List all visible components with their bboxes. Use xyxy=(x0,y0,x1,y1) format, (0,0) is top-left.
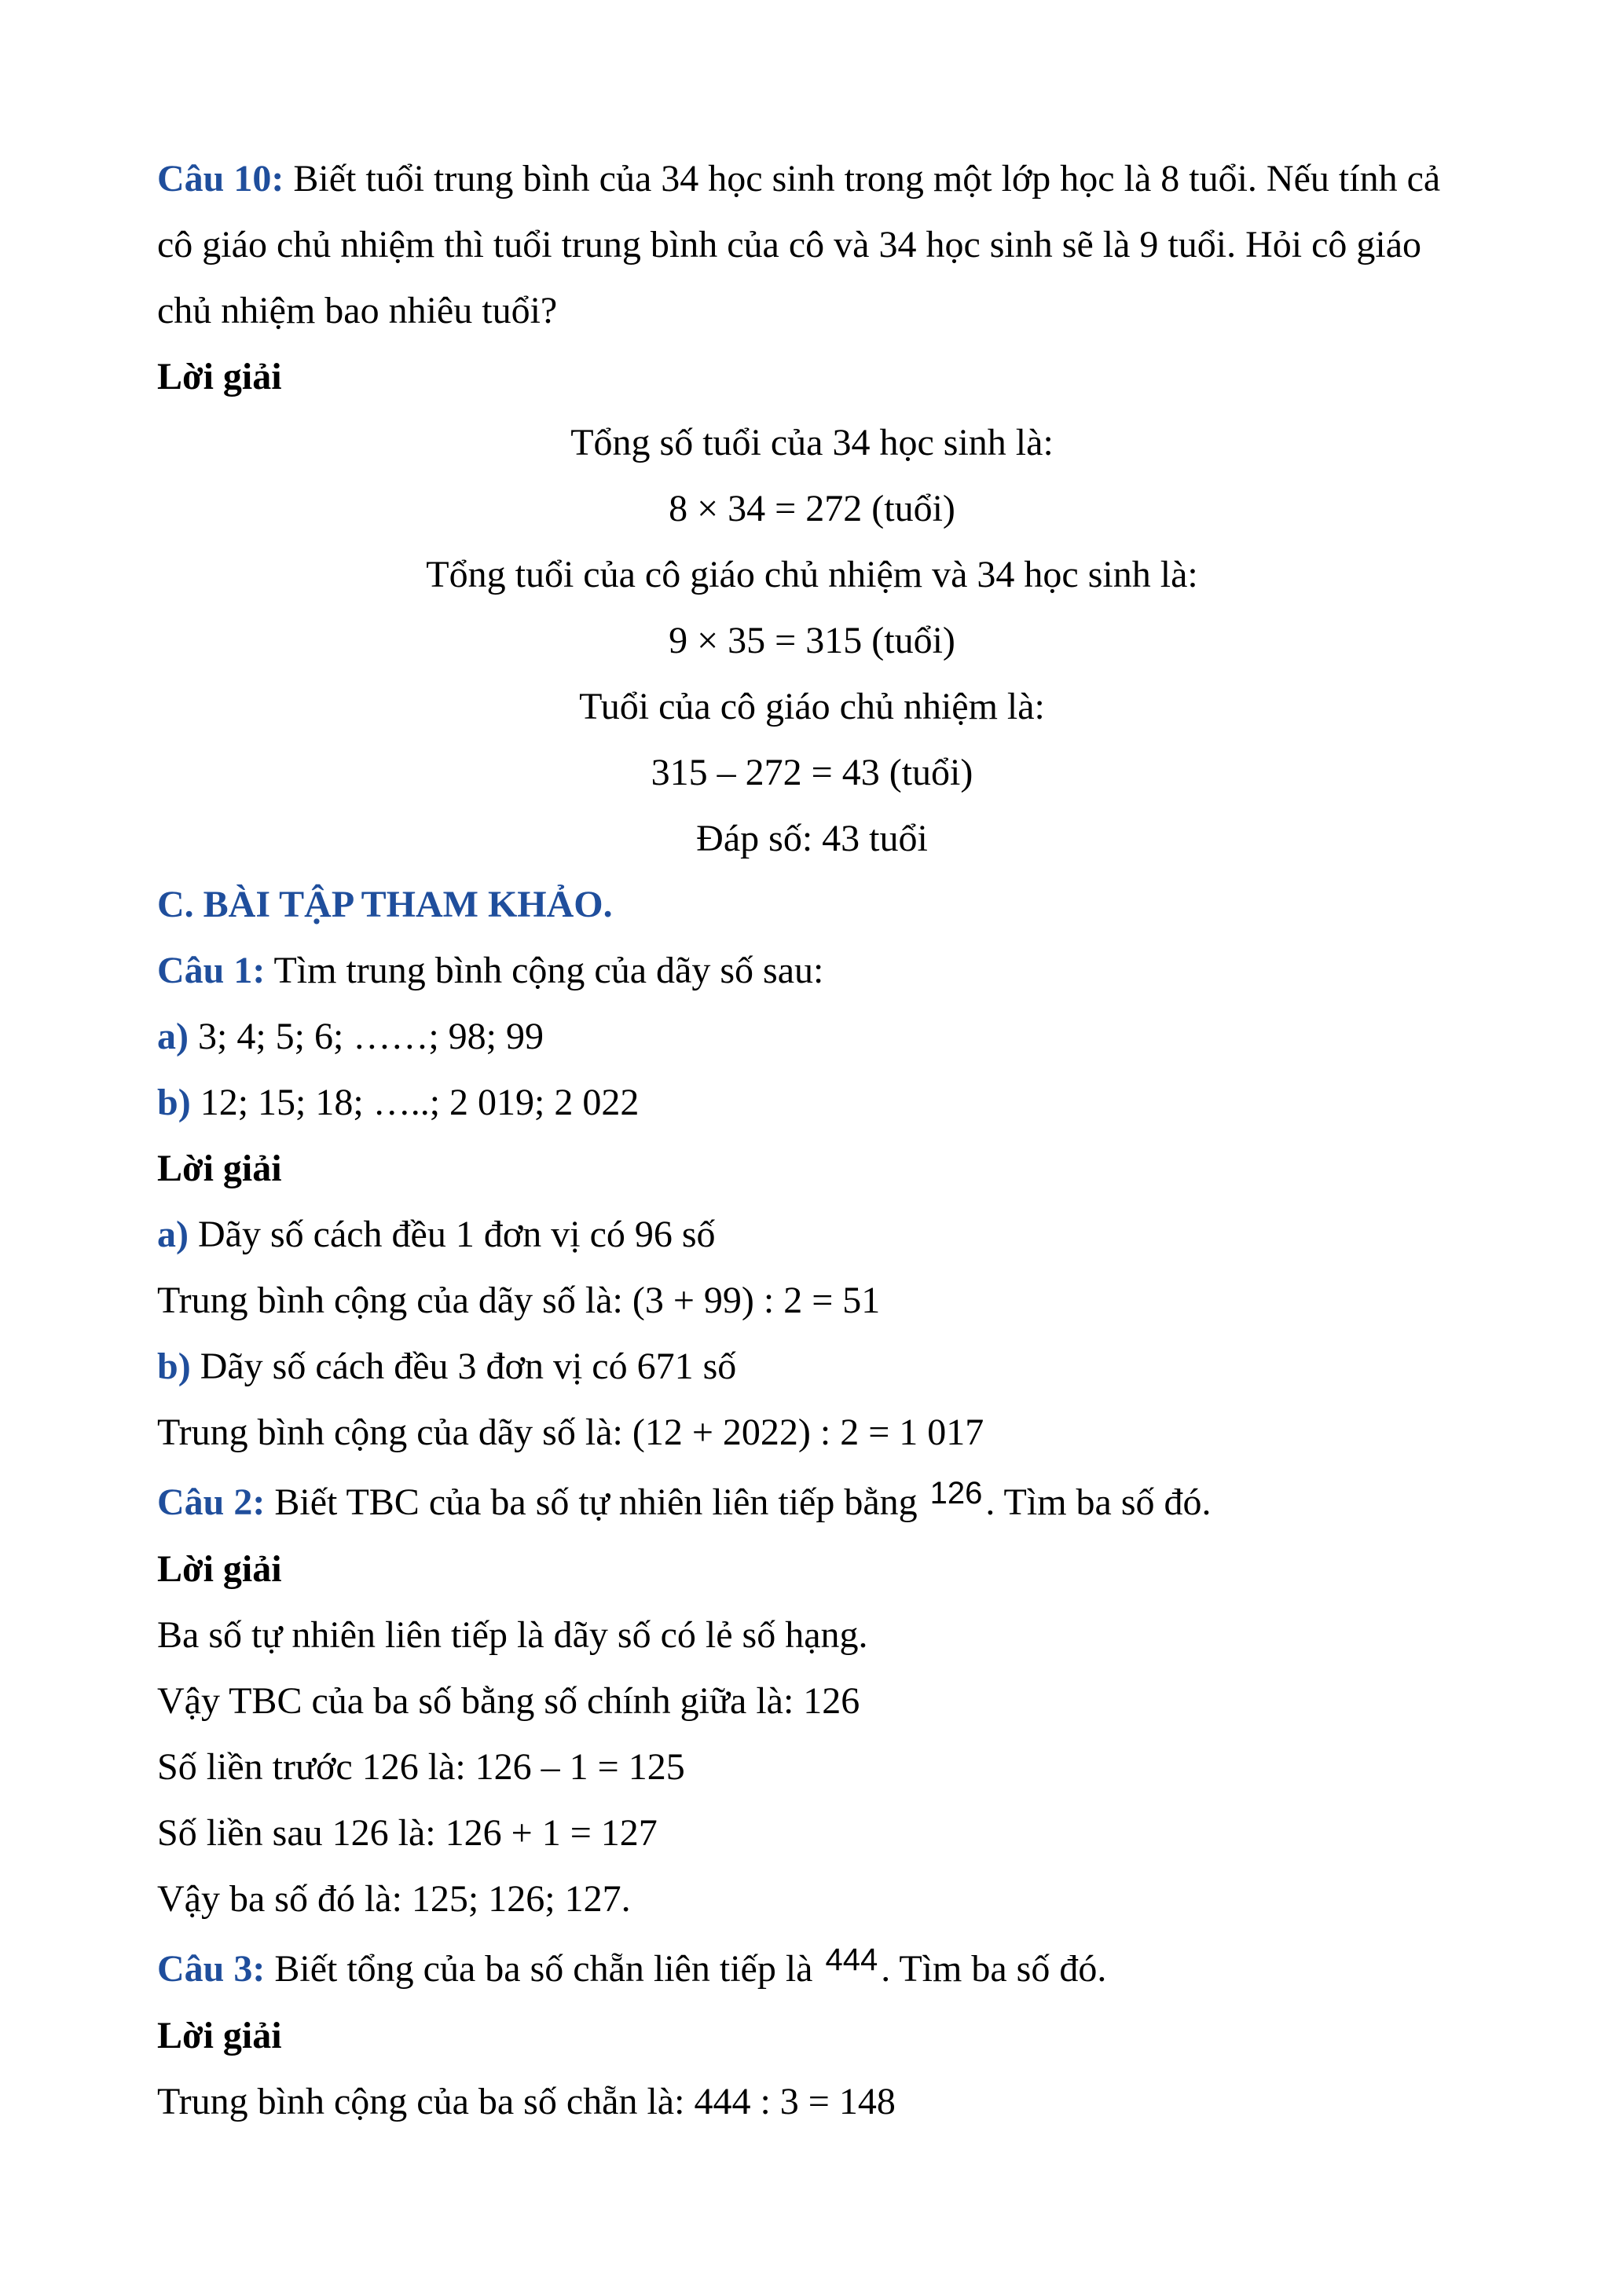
section-c-heading: C. BÀI TẬP THAM KHẢO. xyxy=(157,884,613,925)
q1-question xyxy=(157,949,823,993)
q10-step: Tổng tuổi của cô giáo chủ nhiệm và 34 học sinh là: xyxy=(426,554,1198,595)
q3-value: 444 xyxy=(825,1943,878,1977)
q1-part-a xyxy=(157,1015,544,1059)
q1-part-a-label: a) xyxy=(157,1016,189,1057)
q1-solution-b xyxy=(157,1345,736,1389)
q1-solution-a-result: Trung bình cộng của dãy số là: (3 + 99) : 2 = 51 xyxy=(157,1280,881,1321)
q10-step: 9 × 35 = 315 (tuổi) xyxy=(669,620,955,661)
q1-solution-label: Lời giải xyxy=(157,1148,282,1189)
q10-line-3: chủ nhiệm bao nhiêu tuổi? xyxy=(157,290,558,331)
q2-text-before: Biết TBC của ba số tự nhiên liên tiếp bằng xyxy=(265,1481,927,1523)
q2-solution-line: Vậy ba số đó là: 125; 126; 127. xyxy=(157,1878,631,1920)
q3-solution-line: Trung bình cộng của ba số chẵn là: 444 : 3 = 148 xyxy=(157,2081,896,2122)
q1-sol-b-label: b) xyxy=(157,1346,191,1387)
q3-text-before: Biết tổng của ba số chẵn liên tiếp là xyxy=(265,1948,823,1990)
q2-solution-line: Số liền sau 126 là: 126 + 1 = 127 xyxy=(157,1812,658,1854)
q1-part-b-text: 12; 15; 18; …..; 2 019; 2 022 xyxy=(190,1082,640,1123)
q10-line-2: cô giáo chủ nhiệm thì tuổi trung bình của cô và 34 học sinh sẽ là 9 tuổi. Hỏi cô giáo xyxy=(157,224,1422,265)
q10-step: Tuổi của cô giáo chủ nhiệm là: xyxy=(579,686,1045,727)
q10-label: Câu 10: xyxy=(157,158,284,200)
q1-text: Tìm trung bình cộng của dãy số sau: xyxy=(265,950,824,991)
q1-solution-b-result: Trung bình cộng của dãy số là: (12 + 2022) : 2 = 1 017 xyxy=(157,1412,984,1453)
q1-sol-b-text: Dãy số cách đều 3 đơn vị có 671 số xyxy=(190,1346,737,1387)
q1-solution-a xyxy=(157,1213,716,1257)
q2-value: 126 xyxy=(929,1476,983,1511)
q1-label: Câu 1: xyxy=(157,950,266,991)
q1-part-b xyxy=(157,1081,639,1125)
q2-solution-line: Ba số tự nhiên liên tiếp là dãy số có lẻ số hạng. xyxy=(157,1614,868,1656)
q2-text-after: . Tìm ba số đó. xyxy=(985,1481,1212,1523)
q1-sol-a-text: Dãy số cách đều 1 đơn vị có 96 số xyxy=(188,1214,716,1255)
q3-solution-label: Lời giải xyxy=(157,2015,282,2056)
q2-label: Câu 2: xyxy=(157,1481,266,1523)
q10-step: Tổng số tuổi của 34 học sinh là: xyxy=(570,422,1054,463)
q1-sol-a-label: a) xyxy=(157,1214,189,1255)
q10-text-1: Biết tuổi trung bình của 34 học sinh trong một lớp học là 8 tuổi. Nếu tính cả xyxy=(284,158,1441,200)
q10-step: 315 – 272 = 43 (tuổi) xyxy=(651,752,973,793)
q2-question xyxy=(157,1476,1212,1526)
q1-part-b-label: b) xyxy=(157,1082,191,1123)
q10-step: 8 × 34 = 272 (tuổi) xyxy=(669,488,955,529)
q10-answer: Đáp số: 43 tuổi xyxy=(696,818,928,859)
q10-line-1 xyxy=(157,157,1440,201)
q3-label: Câu 3: xyxy=(157,1948,266,1990)
q3-text-after: . Tìm ba số đó. xyxy=(881,1948,1107,1990)
q2-solution-line: Số liền trước 126 là: 126 – 1 = 125 xyxy=(157,1746,685,1788)
q2-solution-line: Vậy TBC của ba số bằng số chính giữa là: 126 xyxy=(157,1680,860,1722)
q3-question xyxy=(157,1943,1107,1993)
q2-solution-label: Lời giải xyxy=(157,1548,282,1590)
q10-solution-label: Lời giải xyxy=(157,356,282,397)
q1-part-a-text: 3; 4; 5; 6; ……; 98; 99 xyxy=(188,1016,544,1057)
